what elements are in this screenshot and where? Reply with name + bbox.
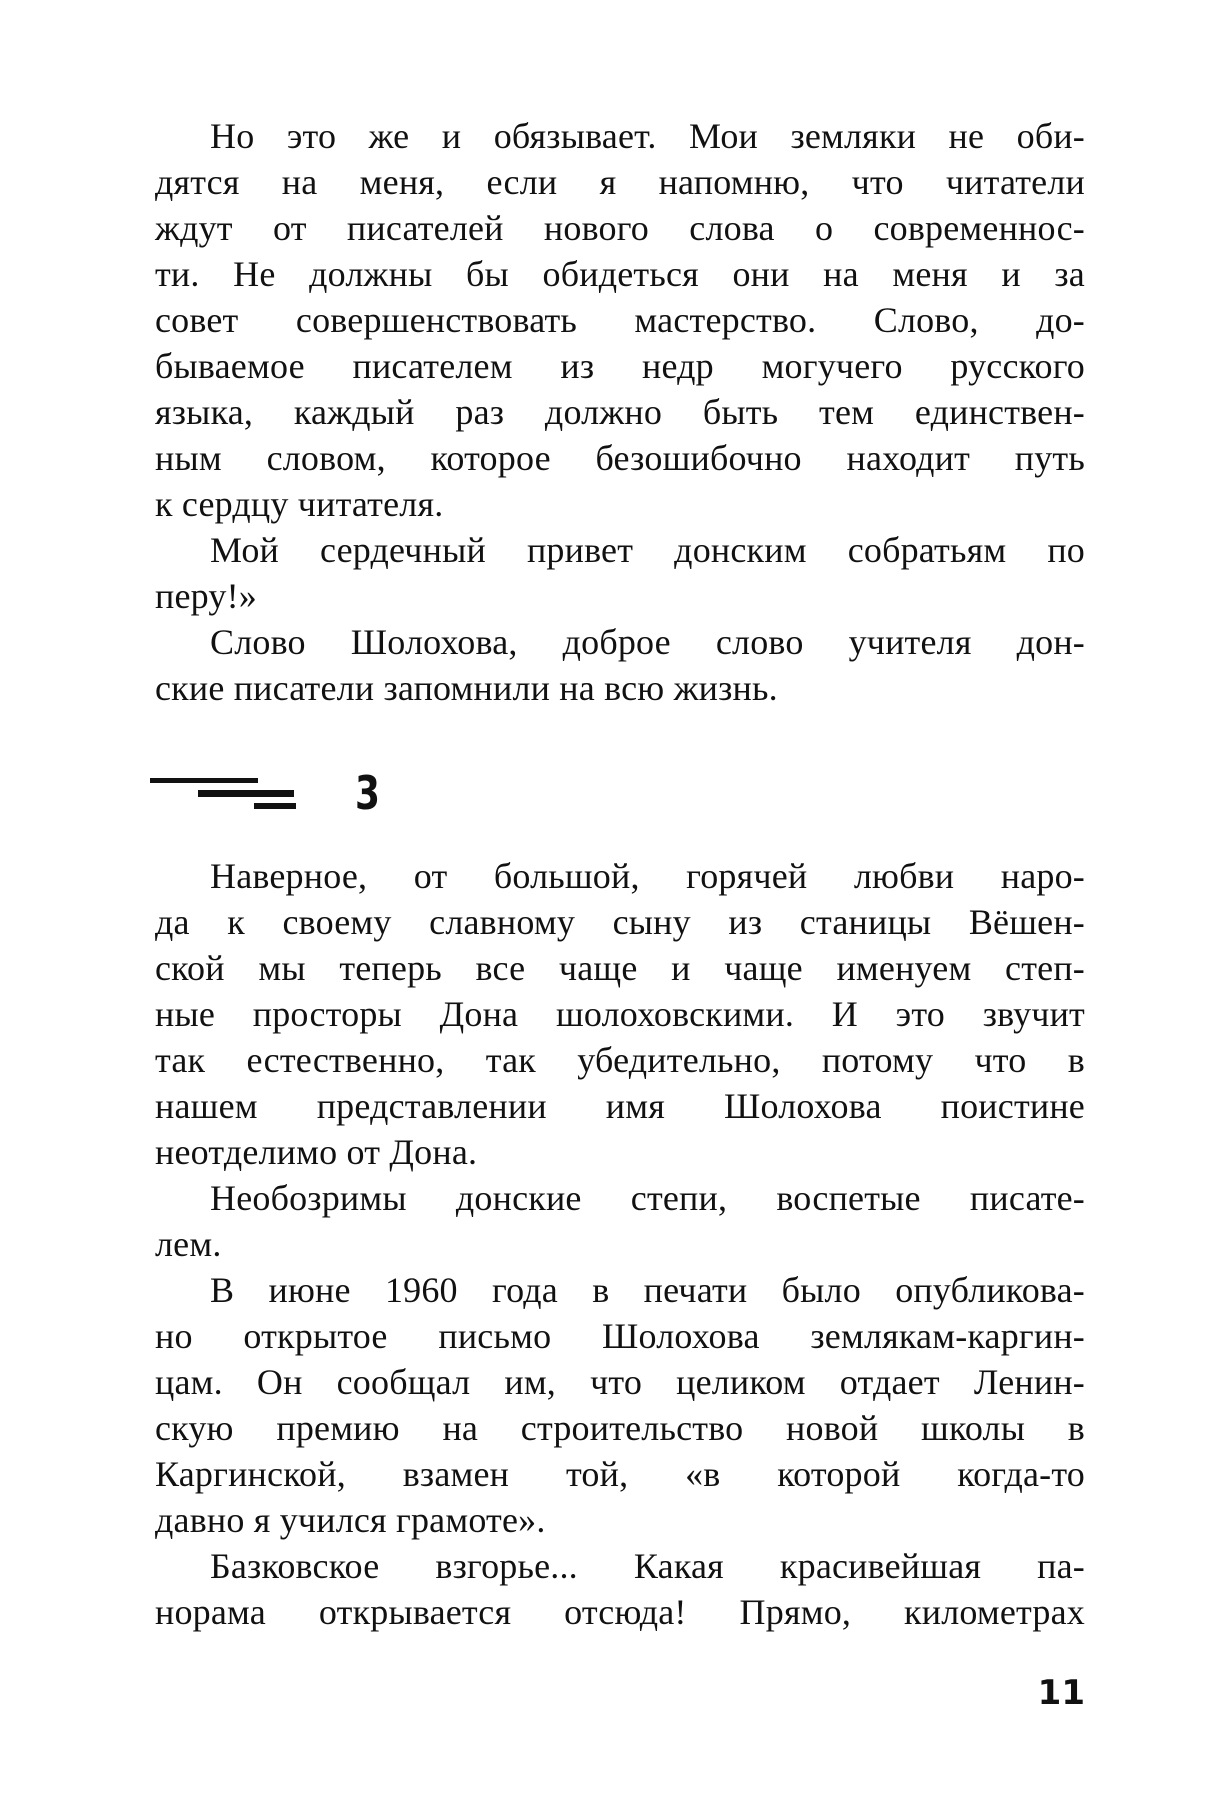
text-line: ждут от писателей нового слова о современнос- <box>155 208 1085 248</box>
text-line: ские писатели запомнили на всю жизнь. <box>155 668 778 708</box>
text-line: Базковское взгорье... Какая красивейшая па- <box>210 1546 1085 1586</box>
text-line: языка, каждый раз должно быть тем единствен- <box>155 392 1085 432</box>
text-line: ным словом, которое безошибочно находит путь <box>155 438 1085 478</box>
text-line: неотделимо от Дона. <box>155 1132 478 1172</box>
text-line: Мой сердечный привет донским собратьям по <box>210 530 1085 570</box>
text-line: Но это же и обязывает. Мои земляки не оби- <box>210 116 1085 156</box>
decorative-rule <box>254 803 296 809</box>
text-line: Каргинской, взамен той, «в которой когда-то <box>155 1454 1085 1494</box>
text-line: ской мы теперь все чаще и чаще именуем степ- <box>155 948 1085 988</box>
text-block-bottom <box>155 853 1085 1635</box>
text-line: лем. <box>155 1224 222 1264</box>
text-line: к сердцу читателя. <box>155 484 444 524</box>
text-line: дятся на меня, если я напомню, что читатели <box>155 162 1085 202</box>
text-line: давно я учился грамоте». <box>155 1500 546 1540</box>
text-line: но открытое письмо Шолохова землякам-каргин- <box>155 1316 1085 1356</box>
text-line: цам. Он сообщал им, что целиком отдает Ленин- <box>155 1362 1085 1402</box>
text-line: скую премию на строительство новой школы в <box>155 1408 1085 1448</box>
decorative-rule <box>150 778 258 783</box>
text-line: ти. Не должны бы обидеться они на меня и за <box>155 254 1085 294</box>
decorative-rule <box>198 790 294 797</box>
text-line: совет совершенствовать мастерство. Слово, до- <box>155 300 1085 340</box>
text-line: Необозримы донские степи, воспетые писате- <box>210 1178 1085 1218</box>
text-line: перу!» <box>155 576 257 616</box>
page-number: 11 <box>1037 1673 1085 1713</box>
text-line: В июне 1960 года в печати было опубликова- <box>210 1270 1085 1310</box>
text-line: ные просторы Дона шолоховскими. И это звучит <box>155 994 1085 1034</box>
text-line: норама открывается отсюда! Прямо, километрах <box>155 1592 1085 1632</box>
text-line: так естественно, так убедительно, потому что в <box>155 1040 1085 1080</box>
section-heading <box>150 758 450 828</box>
text-line: Наверное, от большой, горячей любви наро- <box>210 856 1085 896</box>
section-number: 3 <box>355 766 380 820</box>
text-line: да к своему славному сыну из станицы Вёшен- <box>155 902 1085 942</box>
text-line: Слово Шолохова, доброе слово учителя дон- <box>210 622 1085 662</box>
text-line: бываемое писателем из недр могучего русского <box>155 346 1085 386</box>
text-block-top <box>155 113 1085 711</box>
text-line: нашем представлении имя Шолохова поистине <box>155 1086 1085 1126</box>
